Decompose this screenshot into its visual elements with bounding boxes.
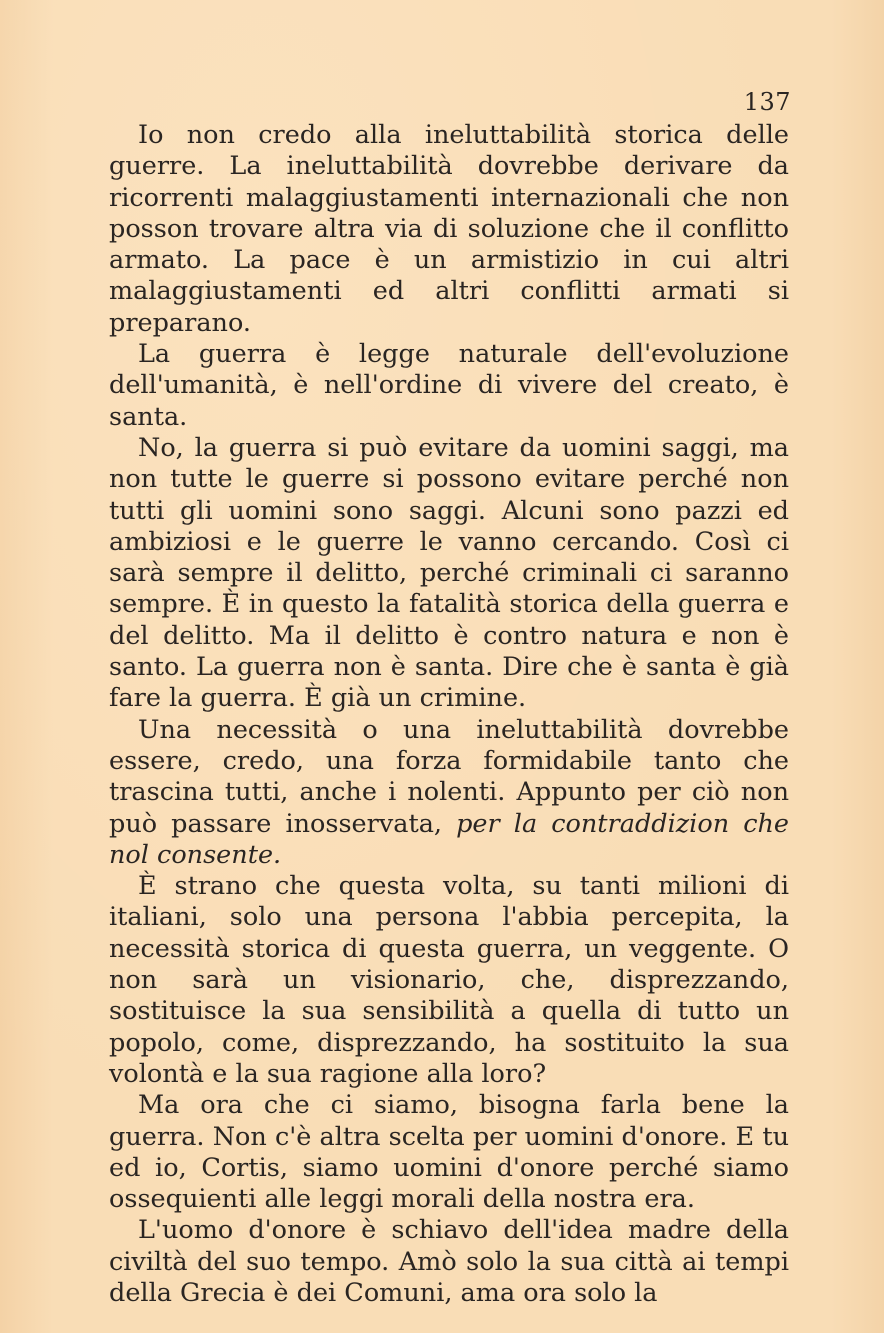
dante-quotation: per la contraddizion che nol consente. [109, 808, 789, 870]
page-number: 137 [743, 88, 791, 116]
paragraph-2: La guerra è legge naturale dell'evoluzione dell'umanità, è nell'ordine di vivere del creato, è santa. [109, 339, 789, 432]
paragraph-5: È strano che questa volta, su tanti milioni di italiani, solo una persona l'abbia percepita, la necessità storica di questa guerra, un veggente. O non sarà un visionario, che, disprezzando, sostituisce la sua sensibilità a quella di tutto un popolo, come, disprezzando, ha sostituito la sua volontà e la sua ragione alla loro? [109, 871, 789, 1089]
paragraph-3: No, la guerra si può evitare da uomini saggi, ma non tutte le guerre si possono evitare perché non tutti gli uomini sono saggi. Alcuni sono pazzi ed ambiziosi e le guerre le vanno cercando. Così ci sarà sempre il delitto, perché criminali ci saranno sempre. È in questo la fatalità storica della guerra e del delitto. Ma il delitto è contro natura e non è santo. La guerra non è santa. Dire che è santa è già fare la guerra. È già un crimine. [109, 432, 789, 714]
paragraph-4-text: Una necessità o una ineluttabilità dovrebbe essere, credo, una forza formidabile tanto che trascina tutti, anche i nolenti. Appunto per ciò non può passare inosservata, [109, 714, 789, 839]
paragraph-4 [109, 715, 789, 871]
paragraph-6: Ma ora che ci siamo, bisogna farla bene la guerra. Non c'è altra scelta per uomini d'onore. E tu ed io, Cortis, siamo uomini d'onore perché siamo ossequienti alle leggi morali della nostra era. [109, 1090, 789, 1215]
paragraph-7: L'uomo d'onore è schiavo dell'idea madre della civiltà del suo tempo. Amò solo la sua città ai tempi della Grecia è dei Comuni, ama ora solo la [109, 1215, 789, 1308]
paragraph-1: Io non credo alla ineluttabilità storica delle guerre. La ineluttabilità dovrebbe derivare da ricorrenti malaggiustamenti internazionali che non posson trovare altra via di soluzione che il conflitto armato. La pace è un armistizio in cui altri malaggiustamenti ed altri conflitti armati si preparano. [109, 120, 789, 338]
body-text [109, 120, 789, 1309]
